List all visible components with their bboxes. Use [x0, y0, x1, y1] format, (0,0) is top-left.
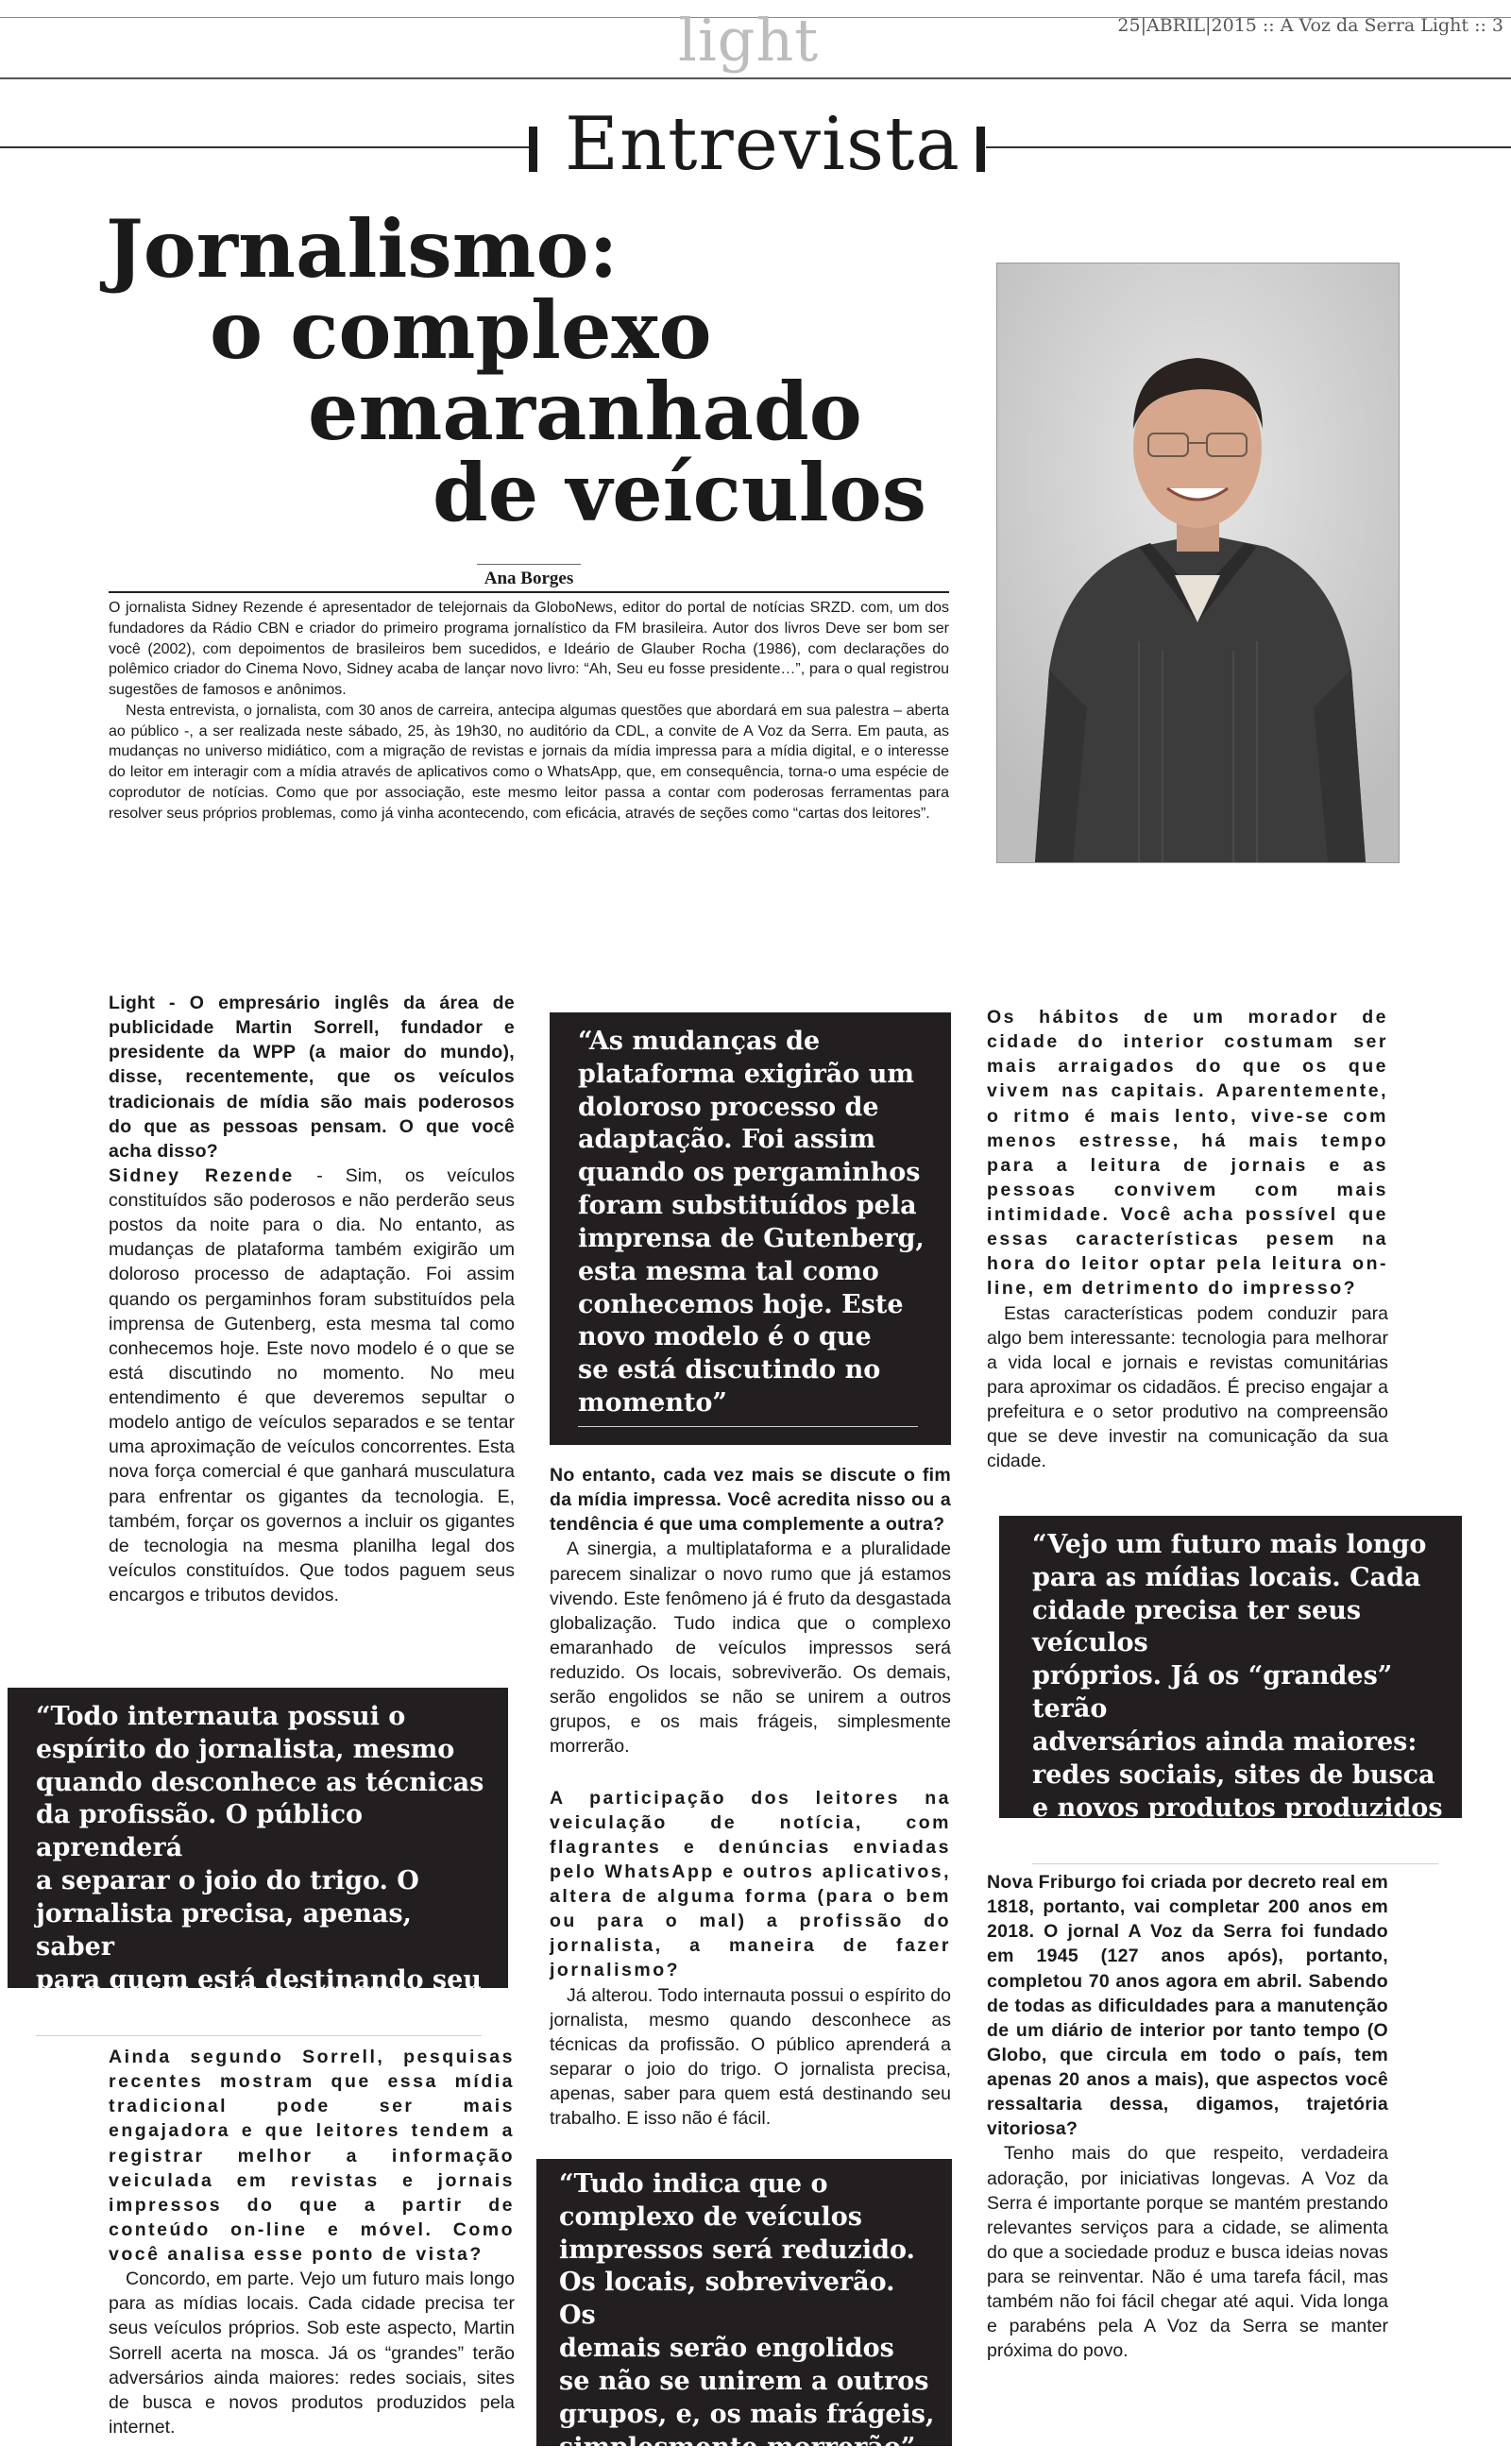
- section-word: light: [678, 6, 820, 75]
- pullquote-1: [550, 1012, 951, 1445]
- question-3: No entanto, cada vez mais se discute o fim da mídia impressa. Você acredita nisso ou a tendência é que uma complemente a outra?: [550, 1465, 951, 1536]
- pullquote-1-underline: [578, 1426, 918, 1427]
- column-1-continued: [109, 2045, 515, 2439]
- section-rule-right: [986, 146, 1511, 148]
- answer-2: Concordo, em parte. Vejo um futuro mais longo para as mídias locais. Cada cidade precisa ter seus veículos próprios. Sob este aspecto, Martin Sorrell acerta na mosca. Já os “grandes” terão adversários ainda maiores: redes sociais, sites de busca e novos produtos produzidos pela internet.: [109, 2269, 515, 2438]
- headline-line-4: de veículos: [433, 446, 927, 539]
- byline-rule-top: [477, 564, 581, 565]
- column-3-continued: [987, 1870, 1388, 2364]
- pullquote-3-text: “Vejo um futuro mais longo para as mídias locais. Cada cidade precisa ter seus veículos próprios. Já os “grandes” terão adversários ainda maiores: redes sociais, sites de busca e novos produtos produzidos pela internet”: [1032, 1530, 1443, 1856]
- pullquote-2: [8, 1688, 508, 2028]
- pullquote-3: [999, 1516, 1462, 1856]
- column-1: [109, 991, 515, 1607]
- intro-text: [109, 598, 949, 824]
- question-6: Nova Friburgo foi criada por decreto real em 1818, portanto, vai completar 200 anos em 2018. O jornal A Voz da Serra foi fundado em 1945 (127 anos após), portanto, completou 70 anos agora em abril. Sabendo de todas as dificuldades para a manutenção de um diário de interior por tanto tempo (O Globo, que circula em todo o país, tem apenas 20 anos a mais), que aspectos você ressaltaria dessa, digamos, trajetória vitoriosa?: [987, 1872, 1388, 2140]
- question-2: Ainda segundo Sorrell, pesquisas recentes mostram que essa mídia tradicional pode ser mais engajadora e que leitores tendem a registrar melhor a informação veiculada em revistas e jornais impressos do que a partir de conteúdo on-line e móvel. Como você analisa esse ponto de vista?: [109, 2047, 515, 2265]
- answer-6: Tenho mais do que respeito, verdadeira adoração, por iniciativas longevas. A Voz da Serra é importante porque se mantém prestando relevantes serviços para a cidade, se alimenta do que a sociedade produz e busca ideias novas para se reinventar. Não é uma tarefa fácil, mas também não foi fácil chegar até aqui. Vida longa e parabéns pela A Voz da Serra se manter próxima do povo.: [987, 2143, 1388, 2362]
- question-1: Light - O empresário inglês da área de publicidade Martin Sorrell, fundador e presidente da WPP (a maior do mundo), disse, recentemente, que os veículos tradicionais de mídia são mais poderosos do que as pessoas pensam. O que você acha disso?: [109, 993, 515, 1162]
- question-5: Os hábitos de um morador de cidade do interior costumam ser mais arraigados do que os que vivem nas capitais. Aparentemente, o ritmo é mais lento, vive-se com menos estresse, há mais tempo para a leitura de jornais e as pessoas convivem com mais intimidade. Você acha possível que essas características pesem na hora do leitor optar pela leitura on-line, em detrimento do impresso?: [987, 1007, 1388, 1300]
- portrait-illustration: [997, 263, 1399, 862]
- date-line: 25|ABRIL|2015 :: A Voz da Serra Light :: 3: [1117, 15, 1503, 36]
- section-rule-left: [0, 146, 529, 148]
- column-3: [987, 1005, 1388, 1473]
- question-4: A participação dos leitores na veiculação de notícia, com flagrantes e denúncias enviadas pelo WhatsApp e outros aplicativos, altera de alguma forma (para o bem ou para o mal) a profissão do jornalista, a maneira de fazer jornalismo?: [550, 1787, 951, 1981]
- byline: Ana Borges: [484, 569, 574, 588]
- pullquote-3-underline: [1032, 1863, 1438, 1864]
- section-bar-right: [976, 127, 985, 172]
- pullquote-1-text: “As mudanças de plataforma exigirão um doloroso processo de adaptação. Foi assim quando os pergaminhos foram substituídos pela imprensa de Gutenberg, esta mesma tal como conhecemos hoje. Este novo modelo é o que se está discutindo no momento”: [578, 1027, 925, 1419]
- answer-1: - Sim, os veículos constituídos são poderosos e não perderão seus postos da noite para o dia. No entanto, as mudanças de plataforma também exigirão um doloroso processo de adaptação. Foi assim quando os pergaminhos foram substituídos pela imprensa de Gutenberg, esta mesma tal como conhecemos hoje. Este novo modelo é o que se está discutindo no momento. No meu entendimento é que deveremos sepultar o modelo antigo de veículos separados e se tentar uma aproximação de veículos concorrentes. Esta nova força comercial é que ganhará musculatura para enfrentar os gigantes da tecnologia. E, também, forçar os governos a incluir os gigantes de tecnologia na mesma planilha legal dos veículos constituídos. Que todos paguem seus encargos e tributos devidos.: [109, 1164, 516, 1606]
- headline-line-3: emaranhado: [308, 365, 862, 458]
- answer-4: Já alterou. Todo internauta possui o espírito do jornalista, mesmo quando desconhece as técnicas da profissão. O público aprenderá a separar o joio do trigo. O jornalista precisa, apenas, saber para quem está destinando seu trabalho. E isso não é fácil.: [550, 1984, 951, 2130]
- answer-5: Estas características podem conduzir para algo bem interessante: tecnologia para melhorar a vida local e jornais e revistas comunitárias para aproximar os cidadãos. É preciso engajar a prefeitura e o setor produtivo na compreensão que se deve investir na comunicação da sua cidade.: [987, 1302, 1388, 1472]
- pullquote-2-text: “Todo internauta possui o espírito do jornalista, mesmo quando desconhece as técnicas da profissão. O público aprenderá a separar o joio do trigo. O jornalista precisa, apenas, saber para quem está destinando seu trabalho. E isso não é fácil”: [36, 1702, 484, 2028]
- intro-rule: [109, 591, 949, 593]
- pullquote-4: [536, 2159, 952, 2462]
- intro-paragraph-1: O jornalista Sidney Rezende é apresentador de telejornais da GloboNews, editor do portal de notícias SRZD. com, um dos fundadores da Rádio CBN e criador do primeiro programa jornalístico da FM brasileira. Autor dos livros Deve ser bom ser você (2002), com depoimentos de brasileiros bem sucedidos, e Ideário de Glauber Rocha (1986), com declarações do polêmico criador do Cinema Novo, Sidney acaba de lançar novo livro: “Ah, Seu eu fosse presidente…”, para o qual registrou sugestões de famosos e anônimos.: [109, 600, 949, 698]
- column-2: [550, 1463, 951, 2131]
- speaker-name: Sidney Rezende: [109, 1164, 295, 1186]
- interviewee-photo: [996, 263, 1400, 863]
- headline-line-2: o complexo: [210, 283, 712, 377]
- intro-paragraph-2: Nesta entrevista, o jornalista, com 30 anos de carreira, antecipa algumas questões que abordará em sua palestra – aberta ao público -, a ser realizada neste sábado, 25, às 19h30, no auditório da CDL, a convite de A Voz da Serra. Em pauta, as mudanças no universo midiático, com a migração de revistas e jornais da mídia impressa para a mídia digital, e o interesse do leitor em interagir com a mídia através de aplicativos como o WhatsApp, que, em consequência, torna-o uma espécie de coprodutor de notícias. Como que por associação, este mesmo leitor passa a contar com poderosas ferramentas para resolver seus próprios problemas, como já vinha acontecendo, com eficácia, através de seções como “cartas dos leitores”.: [109, 702, 949, 822]
- section-bar-left: [529, 127, 537, 172]
- pullquote-2-underline: [36, 2035, 482, 2036]
- answer-3: A sinergia, a multiplataforma e a pluralidade parecem sinalizar o novo rumo que já estamos vivendo. Este fenômeno já é fruto da desgastada globalização. Tudo indica que o complexo emaranhado de veículos impressos será reduzido. Os locais, sobreviverão. Os demais, serão engolidos se não se unirem a outros grupos, e os mais frágeis, simplesmente morrerão.: [550, 1538, 951, 1758]
- header-rule: [0, 77, 1511, 79]
- section-title: Entrevista: [565, 102, 960, 187]
- headline-line-1: Jornalismo:: [106, 202, 619, 296]
- pullquote-4-text: “Tudo indica que o complexo de veículos impressos será reduzido. Os locais, sobreviverão. Os demais serão engolidos se não se unirem a outros grupos, e, os mais frágeis, simplesmente morrerão”: [559, 2169, 935, 2462]
